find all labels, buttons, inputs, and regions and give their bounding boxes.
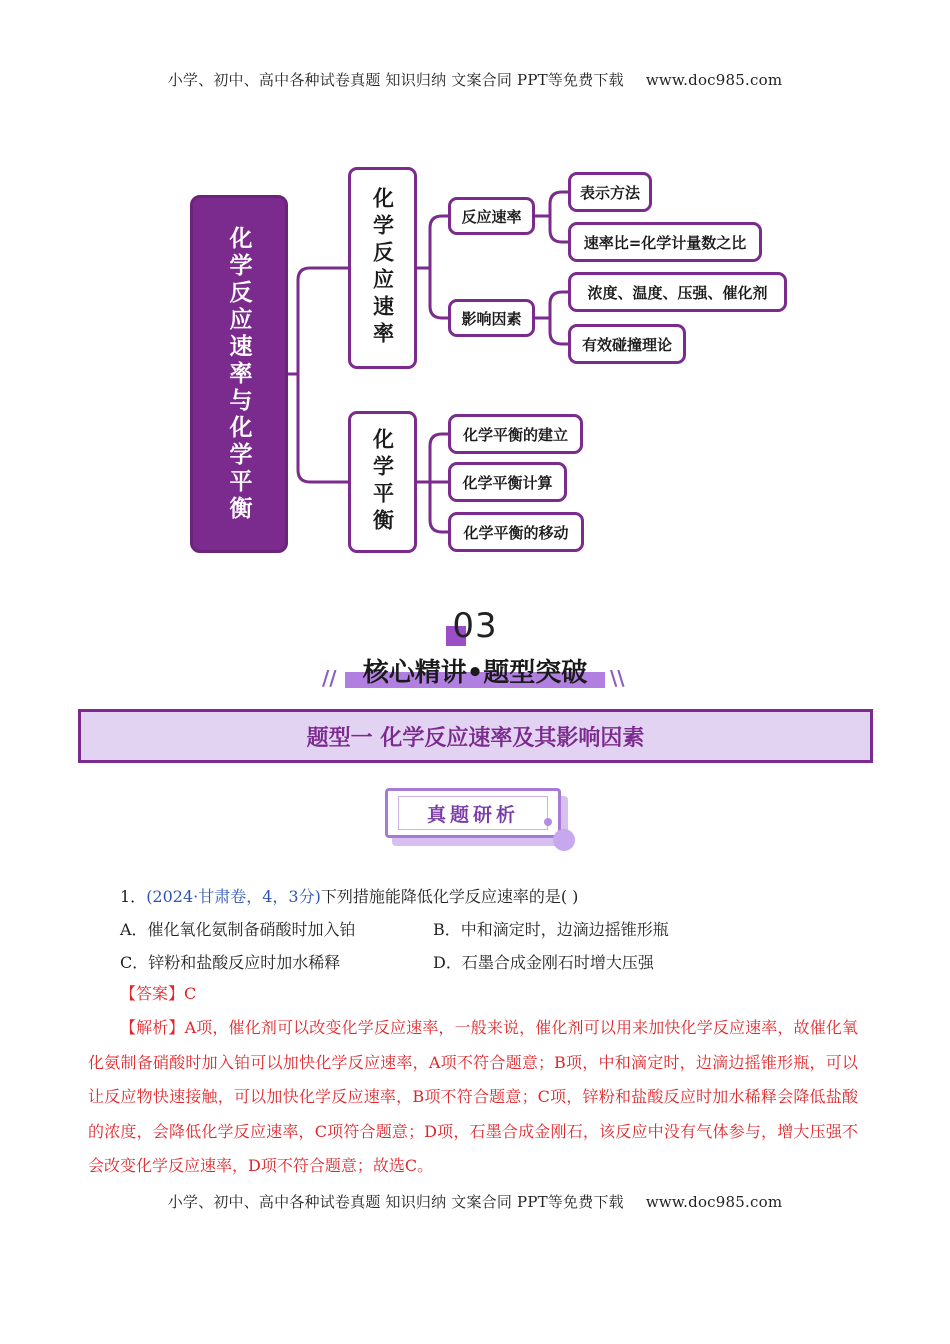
page-footer xyxy=(0,1191,950,1212)
question-type-banner: 题型一 化学反应速率及其影响因素 xyxy=(78,709,873,763)
page-header xyxy=(0,69,950,90)
leaf-factors-list: 浓度、温度、压强、催化剂 xyxy=(568,272,787,312)
answer-value: C xyxy=(184,984,197,1003)
option-b: B．中和滴定时，边滴边摇锥形瓶 xyxy=(433,920,669,939)
mind-map xyxy=(180,160,800,570)
analysis-text: A项，催化剂可以改变化学反应速率，一般来说，催化剂可以用来加快化学反应速率，故催化氧化氨制备硝酸时加入铂可以加快化学反应速率，A项不符合题意；B项，中和滴定时，边滴边摇锥形瓶，可以让反应物快速接触，可以加快化学反应速率，B项不符合题意；C项，锌粉和盐酸反应时加水稀释会降低盐酸的浓度，会降低化学反应速率，C项符合题意；D项，石墨合成金刚石，该反应中没有气体参与，增大压强不会改变化学反应速率，D项不符合题意；故选C。 xyxy=(88,1018,858,1175)
header-text: 小学、初中、高中各种试卷真题 知识归纳 文案合同 PPT等免费下载 xyxy=(167,71,624,89)
header-site[interactable]: www.doc985.com xyxy=(645,71,783,89)
section-title: 核心精讲•题型突破 xyxy=(362,658,588,688)
mind-map-root: 化学反应速率与化学平衡 xyxy=(190,195,288,553)
slash-decoration-left: // xyxy=(322,666,337,690)
section-number: 03 xyxy=(452,606,498,646)
question-source: (2024·甘肃卷，4，3分) xyxy=(146,887,321,906)
leaf-equilibrium-shift: 化学平衡的移动 xyxy=(448,512,584,552)
option-c: C．锌粉和盐酸反应时加水稀释 xyxy=(120,953,341,972)
slash-decoration-right: \\ xyxy=(610,666,625,690)
footer-site[interactable]: www.doc985.com xyxy=(645,1193,783,1211)
answer-line xyxy=(120,981,196,1004)
tag-dot xyxy=(553,829,575,851)
leaf-equilibrium-calculation: 化学平衡计算 xyxy=(448,462,567,502)
node-reaction-rate: 反应速率 xyxy=(448,197,535,235)
analysis-paragraph xyxy=(88,1011,858,1184)
real-exam-tag xyxy=(385,788,561,838)
leaf-rate-ratio: 速率比=化学计量数之比 xyxy=(568,222,762,262)
question-text: 下列措施能降低化学反应速率的是( ) xyxy=(320,887,579,906)
answer-label: 【答案】 xyxy=(120,984,185,1003)
tag-dot-small xyxy=(544,818,552,826)
leaf-expression-method: 表示方法 xyxy=(568,172,652,212)
branch-reaction-rate: 化学反应速率 xyxy=(348,167,417,369)
leaf-collision-theory: 有效碰撞理论 xyxy=(568,324,686,364)
real-exam-tag-label: 真题研析 xyxy=(398,796,548,830)
option-a: A．催化氧化氨制备硝酸时加入铂 xyxy=(120,920,356,939)
leaf-equilibrium-establishment: 化学平衡的建立 xyxy=(448,414,583,454)
branch-chemical-equilibrium: 化学平衡 xyxy=(348,411,417,553)
option-d: D．石墨合成金刚石时增大压强 xyxy=(433,953,654,972)
analysis-label: 【解析】 xyxy=(120,1018,185,1037)
question-number: 1． xyxy=(120,887,147,906)
node-influencing-factors: 影响因素 xyxy=(448,299,535,337)
question-stem xyxy=(120,884,578,907)
footer-text: 小学、初中、高中各种试卷真题 知识归纳 文案合同 PPT等免费下载 xyxy=(167,1193,624,1211)
